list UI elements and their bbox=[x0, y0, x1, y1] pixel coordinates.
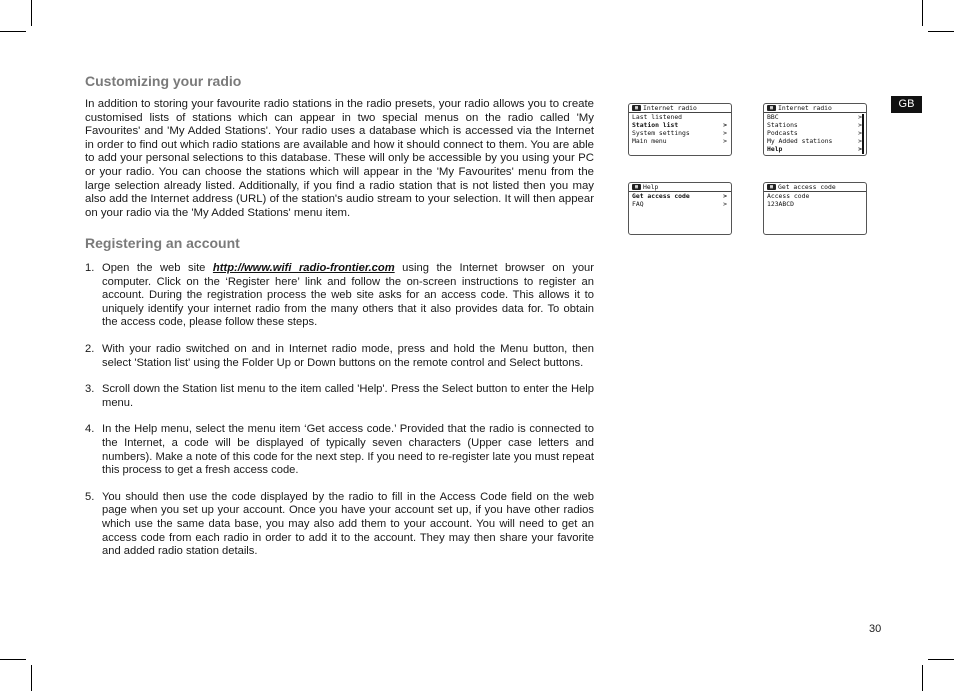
step-text: With your radio switched on and in Internet radio mode, press and hold the Menu button, then select 'Station list' using the Folder Up or Down buttons on the remote control and Select buttons. bbox=[102, 342, 594, 369]
crop-mark bbox=[0, 31, 26, 32]
chevron-right-icon: > bbox=[858, 121, 862, 129]
menu-item-label: Last listened bbox=[632, 113, 683, 121]
step-number: 2. bbox=[85, 342, 95, 355]
step-text: In the Help menu, select the menu item ‘Get access code.’ Provided that the radio is connected to the Internet, a code will be displayed of typically seven characters (Upper case letters and numbers). Make a note of this code for the next step. If you need to re-register late you must repeat this process to get a fresh access code. bbox=[102, 423, 594, 477]
section-heading-customizing: Customizing your radio bbox=[85, 73, 242, 89]
step-5 bbox=[85, 491, 594, 559]
screen-title-bar bbox=[764, 183, 866, 192]
menu-item-label: My Added stations bbox=[767, 137, 833, 145]
menu-item-label: System settings bbox=[632, 129, 690, 137]
menu-item bbox=[764, 129, 866, 137]
screen-title-bar bbox=[764, 104, 866, 113]
screen-title: Internet radio bbox=[643, 104, 697, 112]
crop-mark bbox=[31, 0, 32, 26]
registration-steps bbox=[85, 262, 594, 559]
crop-mark bbox=[0, 659, 26, 660]
menu-item-selected bbox=[629, 192, 731, 200]
access-code-label bbox=[764, 192, 866, 200]
menu-item-label: FAQ bbox=[632, 200, 644, 208]
website-link[interactable]: http://www.wifi radio-frontier.com bbox=[212, 262, 395, 274]
internet-radio-icon: ▦ bbox=[632, 184, 641, 190]
menu-item-selected bbox=[629, 121, 731, 129]
radio-screen-help bbox=[628, 182, 732, 235]
menu-item bbox=[764, 113, 866, 121]
menu-item bbox=[629, 129, 731, 137]
crop-mark bbox=[928, 659, 954, 660]
step-text: Open the web site bbox=[102, 262, 213, 274]
step-number: 3. bbox=[85, 383, 95, 396]
screen-title: Internet radio bbox=[778, 104, 832, 112]
chevron-right-icon: > bbox=[723, 129, 727, 137]
crop-mark bbox=[922, 0, 923, 26]
step-text: using the Internet browser on your computer. Click on the ‘Register here’ link and follow the on-screen instructions to register an account. During the registration process the web site asks for an access code. This allows it to uniquely identify your internet radio from the many others that it also provides data for. To obtain the access code, please follow these steps. bbox=[102, 262, 594, 329]
step-number: 4. bbox=[85, 423, 95, 436]
radio-screen-station-list bbox=[763, 103, 867, 156]
chevron-right-icon: > bbox=[858, 113, 862, 121]
chevron-right-icon: > bbox=[858, 145, 862, 153]
crop-mark bbox=[928, 31, 954, 32]
menu-item bbox=[629, 113, 731, 121]
radio-screen-internet-radio bbox=[628, 103, 732, 156]
menu-item-selected bbox=[764, 145, 866, 153]
step-4 bbox=[85, 423, 594, 477]
menu-item-label: BBC bbox=[767, 113, 779, 121]
internet-radio-icon: ▦ bbox=[632, 105, 641, 111]
menu-item bbox=[764, 121, 866, 129]
step-1 bbox=[85, 262, 594, 330]
section-heading-registering: Registering an account bbox=[85, 235, 240, 251]
menu-item-label: Station list bbox=[632, 121, 679, 129]
crop-mark bbox=[31, 665, 32, 691]
chevron-right-icon: > bbox=[723, 192, 727, 200]
step-3 bbox=[85, 383, 594, 410]
chevron-right-icon: > bbox=[858, 129, 862, 137]
step-text: Scroll down the Station list menu to the item called 'Help'. Press the Select button to enter the Help menu. bbox=[102, 383, 594, 409]
page-number: 30 bbox=[869, 623, 882, 635]
step-text: You should then use the code displayed by the radio to fill in the Access Code field on the web page when you set up your account. Once you have your account set up, if you have other radios which use the same data base, you may also add them to your account. You will need to get an access code from each radio in order to add it to the account. They may then share your favorite and added radio station details. bbox=[102, 490, 594, 558]
chevron-right-icon: > bbox=[723, 121, 727, 129]
menu-item-label: Stations bbox=[767, 121, 798, 129]
language-tab: GB bbox=[891, 96, 922, 113]
internet-radio-icon: ▦ bbox=[767, 105, 776, 111]
menu-item-label: Help bbox=[767, 145, 783, 153]
menu-item-label: Access code bbox=[767, 192, 810, 200]
chevron-right-icon: > bbox=[723, 137, 727, 145]
menu-item bbox=[629, 137, 731, 145]
step-number: 5. bbox=[85, 490, 95, 503]
menu-item-label: Get access code bbox=[632, 192, 690, 200]
screen-title-bar bbox=[629, 183, 731, 192]
radio-screen-access-code bbox=[763, 182, 867, 235]
screen-title: Help bbox=[643, 183, 659, 191]
step-number: 1. bbox=[85, 262, 95, 274]
screen-title: Get access code bbox=[778, 183, 836, 191]
chevron-right-icon: > bbox=[723, 200, 727, 208]
intro-paragraph: In addition to storing your favourite radio stations in the radio presets, your radio allows you to create customised lists of stations which can appear in two special menus on the radio called 'My Favourites' and 'My Added Stations'. Your radio uses a database which is accessed via the Internet in order to find out which radio stations are available and how it should connect to them. You are able to add your personal selections to this database. These will only be accessible by you using your PC or your radio. You can choose the stations which will appear in the 'My Favourites' menu from the large selection already listed. Additionally, if you find a radio station that is not listed then you may also add the Internet address (URL) of the station's audio stream to your selection. It will then appear on your radio via the 'My Added Stations' menu item. bbox=[85, 98, 594, 219]
menu-item-label: Main menu bbox=[632, 137, 667, 145]
chevron-right-icon: > bbox=[858, 137, 862, 145]
scrollbar bbox=[862, 114, 864, 154]
menu-item bbox=[764, 137, 866, 145]
menu-item-label: 123ABCD bbox=[767, 200, 794, 208]
crop-mark bbox=[922, 665, 923, 691]
menu-item bbox=[629, 200, 731, 208]
menu-item-label: Podcasts bbox=[767, 129, 798, 137]
step-2 bbox=[85, 343, 594, 370]
access-code-value bbox=[764, 200, 866, 208]
screen-title-bar bbox=[629, 104, 731, 113]
internet-radio-icon: ▦ bbox=[767, 184, 776, 190]
